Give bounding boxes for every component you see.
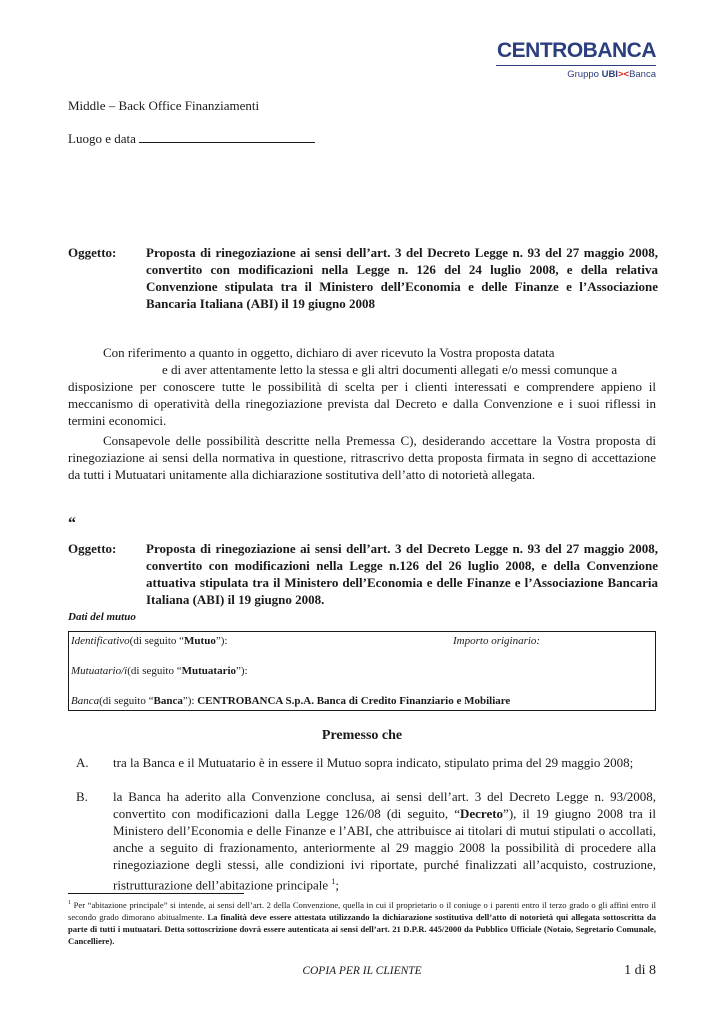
- logo-brand: CENTROBANCA: [497, 39, 656, 62]
- para1-rest: disposizione per conoscere tutte le possibilità di scelta per i clienti interessati e comprendere appieno il meccanismo di operatività della rinegoziazione prevista dal Decreto e dalla Convenzione e i suoi riflessi in termini economici.: [68, 379, 656, 428]
- mutuatario-close: ”):: [236, 665, 248, 677]
- item-text-b: [113, 788, 656, 893]
- premesso-item-b: [68, 788, 656, 893]
- footer-copy-label: COPIA PER IL CLIENTE: [302, 965, 422, 977]
- dati-row-banca: [71, 695, 510, 707]
- premesso-item-a: [68, 754, 656, 771]
- footnote-reference[interactable]: 1: [331, 877, 336, 886]
- footnote-plain-text: Per “abitazione principale” si intende, ai sensi dell’art. 2 della Convenzione, quella in cui il proprietario o il coniuge o i parenti entro il terzo grado o gli affini entro il secondo grado dimorano abitualmente.: [68, 899, 656, 922]
- ident-paren: (di seguito “: [129, 635, 185, 647]
- footnote-number: 1: [68, 900, 71, 906]
- page-number: 1 di 8: [624, 963, 656, 978]
- opening-quote: “: [68, 515, 76, 532]
- place-date-label: Luogo e data: [68, 131, 136, 146]
- body-paragraph-1: [68, 344, 656, 429]
- item-b-text-b: ”), il 19 giugno 2008 tra il Ministero dell’Economia e delle Finanze e l’ABI, che attribuisce ai titolari di mutui stipulati o accollati, anche a seguito di frazionamento, anteriormente al 29 maggio 2008 la possibilità di procedere alla rinegoziazione degli stessi, alle condizioni ivi riportate, purché finalizzati all’acquisto, costruzione, ristrutturazione dell’abitazione principale: [113, 806, 656, 893]
- dati-row-mutuatario[interactable]: [71, 665, 248, 677]
- body-paragraph-2: Consapevole delle possibilità descritte nella Premessa C), desiderando accettare la Vostra proposta di rinegoziazione ai sensi della normativa in questione, ritrascrivo detta proposta firmata in segno di accettazione da tutti i Mutuatari unitamente alla dichiarazione sostitutiva dell’atto di notorietà allegata.: [68, 433, 656, 482]
- premesso-title: Premesso che: [321, 728, 403, 743]
- banca-label: Banca: [71, 695, 100, 707]
- dati-mutuo-box: [68, 631, 656, 711]
- ident-close: ”):: [215, 635, 228, 647]
- para1-line1: Con riferimento a quanto in oggetto, dichiaro di aver ricevuto la Vostra proposta datata: [103, 345, 555, 360]
- logo-group-ubi: UBI: [601, 69, 618, 80]
- logo-group: [496, 69, 656, 80]
- subject-text-2: Proposta di rinegoziazione ai sensi dell’art. 3 del Decreto Legge n. 93 del 27 maggio 2008, convertito con modificazioni nella Legge n.126 del 26 luglio 2008, e della Convenzione attuativa stipulata tra il Ministero dell’Economia e delle Finanze e l’Associazione Bancaria Italiana (ABI) il 19 giugno 2008.: [146, 541, 658, 607]
- footnote-separator: [68, 893, 244, 894]
- importo-originario-label[interactable]: Importo originario:: [453, 635, 541, 647]
- centrobanca-logo: [496, 40, 656, 80]
- subject-block-1: [68, 244, 658, 312]
- mutuatario-paren: (di seguito “: [127, 665, 182, 677]
- logo-group-suffix: Banca: [629, 69, 656, 80]
- item-text-a: tra la Banca e il Mutuatario è in essere il Mutuo sopra indicato, stipulato prima del 29 maggio 2008;: [113, 755, 634, 770]
- subject-text-1: Proposta di rinegoziazione ai sensi dell’art. 3 del Decreto Legge n. 93 del 27 maggio 2008, convertito con modificazioni nella Legge n. 126 del 24 luglio 2008, e della relativa Convenzione stipulata tra il Ministero dell’Economia e delle Finanze e l’Associazione Bancaria Italiana (ABI) il 19 giugno 2008: [146, 245, 658, 311]
- dati-mutuo-title: Dati del mutuo: [68, 611, 136, 623]
- banca-paren: (di seguito “: [99, 695, 154, 707]
- place-date-blank[interactable]: [139, 132, 315, 143]
- place-date-line: [68, 131, 315, 147]
- subject-block-2: [68, 540, 658, 608]
- item-letter-a: A.: [76, 755, 89, 770]
- mutuatario-key: Mutuatario: [181, 665, 237, 677]
- footnote-1: [68, 897, 656, 947]
- item-b-end: ;: [335, 877, 340, 893]
- ident-label: Identificativo: [71, 635, 130, 647]
- dati-row-identificativo[interactable]: [71, 635, 227, 647]
- subject-label-1: Oggetto:: [68, 245, 117, 260]
- item-b-decreto: Decreto: [459, 806, 504, 821]
- para1-line2: e di aver attentamente letto la stessa e gli altri documenti allegati e/o messi comunque a: [162, 362, 618, 377]
- subject-label-2: Oggetto:: [68, 541, 117, 556]
- item-b-text-a: la Banca ha aderito alla Convenzione conclusa, ai sensi dell’art. 3 del Decreto Legge n. 93/2008, convertito con modificazioni dalla Legge 126/08 (di seguito, “: [113, 789, 656, 821]
- office-line: Middle – Back Office Finanziamenti: [68, 98, 260, 113]
- logo-group-mark: ><: [617, 69, 630, 80]
- mutuatario-label: Mutuatario/i: [71, 665, 128, 677]
- banca-value: CENTROBANCA S.p.A. Banca di Credito Finanziario e Mobiliare: [194, 695, 511, 707]
- banca-key: Banca: [153, 695, 183, 707]
- logo-group-prefix: Gruppo: [567, 69, 602, 80]
- banca-close: ”):: [182, 695, 195, 707]
- logo-rule: [496, 65, 656, 66]
- item-letter-b: B.: [76, 789, 88, 804]
- ident-key: Mutuo: [184, 635, 216, 647]
- footnote-bold-text: La finalità deve essere attestata utilizzando la dichiarazione sostitutiva dell’atto di notorietà qui allegata sottoscritta da parte di tutti i mutuatari. Detta sottoscrizione dovrà essere autenticata ai sensi dell’art. 21 D.P.R. 445/2000 da Pubblico Ufficiale (Notaio, Segretario Comunale, Cancelliere).: [68, 911, 657, 946]
